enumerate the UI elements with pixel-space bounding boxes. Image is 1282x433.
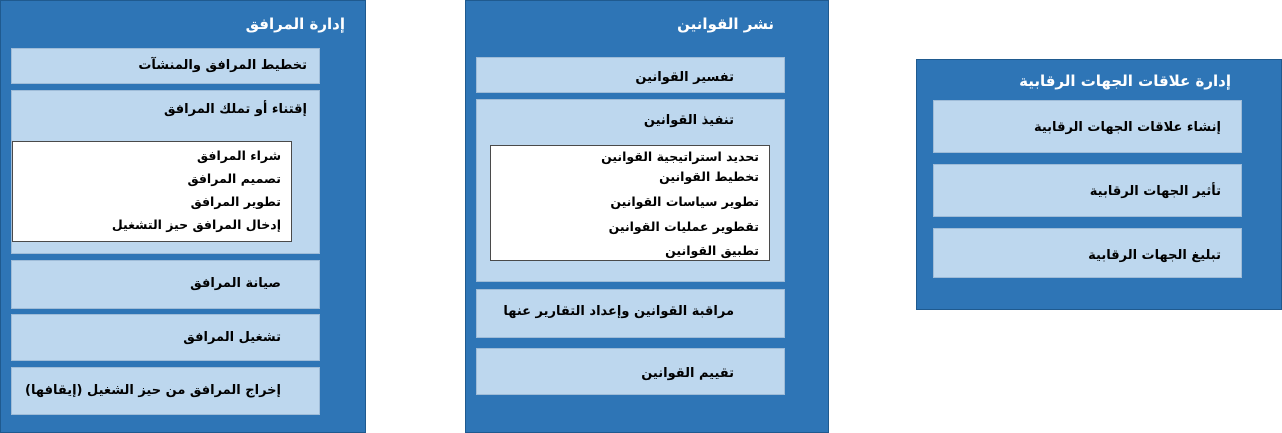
list-item: تطبيق القوانين xyxy=(665,243,759,258)
box-label: إقتناء أو تملك المرافق xyxy=(163,102,307,117)
box-label: تنفيذ القوانين xyxy=(643,113,734,128)
box-label: تفسير القوانين xyxy=(635,70,734,85)
box-label: تشغيل المرافق xyxy=(183,330,281,345)
panel-facilities-management xyxy=(0,0,366,433)
list-item: إدخال المرافق حيز التشغيل xyxy=(111,217,281,232)
list-item: شراء المرافق xyxy=(197,148,281,163)
list-item: تطوير سياسات القوانين xyxy=(610,194,759,209)
panel-title: إدارة علاقات الجهات الرقابية xyxy=(1019,72,1231,90)
panel-regulatory-relations xyxy=(916,59,1282,310)
box-facilities-maintenance xyxy=(11,260,320,309)
list-item: تحديد استراتيجية القوانين xyxy=(601,149,759,164)
box-facilities-planning xyxy=(11,48,320,84)
panel-title: إدارة المرافق xyxy=(245,15,345,33)
list-item: تقطوير عمليات القوانين xyxy=(608,219,759,234)
box-facilities-acquisition xyxy=(11,90,320,254)
box-label: تبليغ الجهات الرقابية xyxy=(1088,248,1221,263)
box-facilities-operation xyxy=(11,314,320,361)
box-laws-interpretation xyxy=(476,57,785,93)
box-label: إخراج المرافق من حيز الشغيل (إيقافها) xyxy=(25,383,281,398)
box-regulatory-reporting xyxy=(933,228,1242,278)
box-laws-implementation xyxy=(476,99,785,282)
box-regulatory-influence xyxy=(933,164,1242,217)
box-laws-evaluation xyxy=(476,348,785,395)
list-item: تصميم المرافق xyxy=(187,171,281,186)
panel-title: نشر القوانين xyxy=(677,15,774,33)
box-label: إنشاء علاقات الجهات الرقابية xyxy=(1033,120,1221,135)
box-regulatory-establish xyxy=(933,100,1242,153)
box-laws-monitoring xyxy=(476,289,785,338)
sub-list xyxy=(12,141,292,242)
box-label: مراقبة القوانين وإعداد التقارير عنها xyxy=(503,304,734,319)
box-label: تأثير الجهات الرقابية xyxy=(1089,184,1221,199)
box-facilities-decommission xyxy=(11,367,320,415)
list-item: تطوير المرافق xyxy=(190,194,281,209)
list-item: تخطيط القوانين xyxy=(659,169,759,184)
box-label: صيانة المرافق xyxy=(190,276,281,291)
box-label: تخطيط المرافق والمنشآت xyxy=(138,58,307,73)
sub-list xyxy=(490,145,770,261)
box-label: تقييم القوانين xyxy=(641,366,734,381)
panel-laws-deployment xyxy=(465,0,829,433)
